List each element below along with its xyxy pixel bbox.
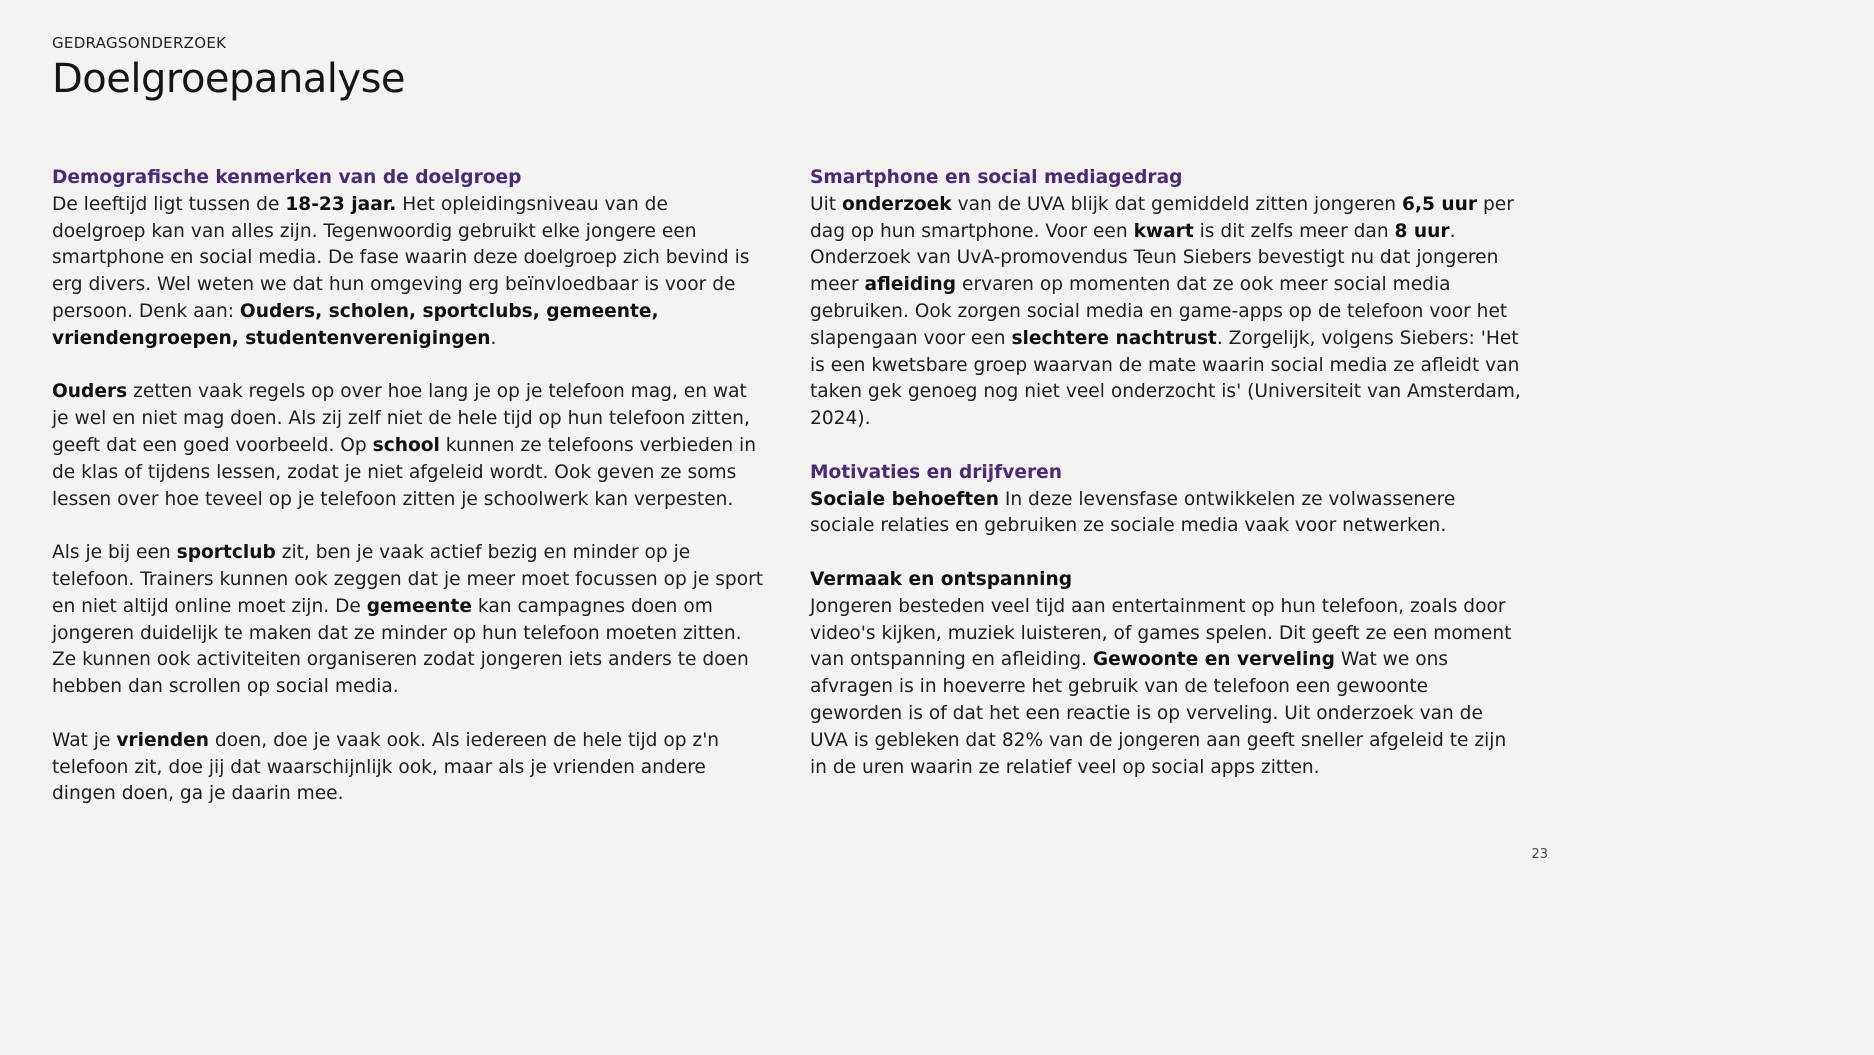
bold-emphasis: Ouders, scholen, sportclubs, gemeente, vriendengroepen, studentenverenigingen — [52, 300, 659, 349]
bold-emphasis: kwart — [1133, 220, 1194, 242]
paragraph-demografie: De leeftijd ligt tussen de 18-23 jaar. Het opleidingsniveau van de doelgroep kan van alles zijn. Tegenwoordig gebruikt elke jongere een smartphone en social media. De fase waarin deze doelgroep zich bevind is erg divers. Wel weten we dat hun omgeving erg beïnvloedbaar is voor de persoon. Denk aan: Ouders, scholen, sportclubs, gemeente, vriendengroepen, studentenverenigingen. — [52, 193, 750, 349]
spacer — [810, 433, 1522, 460]
section-heading-demografie: Demografische kenmerken van de doelgroep — [52, 167, 522, 188]
subheading-vermaak — [810, 567, 1522, 594]
paragraph-sociale-behoeften: Sociale behoeften In deze levensfase ontwikkelen ze volwassenere sociale relaties en gebruiken ze sociale media vaak voor netwerken. — [810, 488, 1456, 537]
spacer — [52, 513, 764, 540]
section-kicker: GEDRAGSONDERZOEK — [52, 34, 227, 52]
section-heading-motivaties: Motivaties en drijfveren — [810, 461, 1063, 483]
paragraph-smartphone-gedrag: Uit onderzoek van de UVA blijk dat gemiddeld zitten jongeren 6,5 uur per dag op hun smartphone. Voor een kwart is dit zelfs meer dan 8 uur. Onderzoek van UvA-promovendus Teun Siebers bevestigt nu dat jongeren meer afleiding ervaren op momenten dat ze ook meer social media gebruiken. Ook zorgen social media en game-apps op de telefoon voor het slapengaan voor een slechtere nachtrust. Zorgelijk, volgens Siebers: 'Het is een kwetsbare groep waarvan de mate waarin social media ze afleidt van taken gek genoeg nog niet veel onderzocht is' (Universiteit van Amsterdam, 2024). — [810, 193, 1521, 430]
bold-emphasis: Sociale behoeften — [810, 488, 999, 510]
subheading-vermaak-label: Vermaak en ontspanning — [810, 568, 1073, 590]
bold-emphasis: Ouders — [52, 381, 128, 403]
spacer — [52, 701, 764, 728]
bold-emphasis: sportclub — [176, 542, 276, 564]
paragraph-sportclub-gemeente: Als je bij een sportclub zit, ben je vaak actief bezig en minder op je telefoon. Trainers kunnen ook zeggen dat je meer moet focussen op je sport en niet altijd online moet zijn. De gemeente kan campagnes doen om jongeren duidelijk te maken dat ze minder op hun telefoon moeten zitten. Ze kunnen ook activiteiten organiseren zodat jongeren iets anders te doen hebben dan scrollen op social media. — [52, 542, 764, 698]
page-number: 23 — [1531, 847, 1548, 862]
section-heading-smartphone: Smartphone en social mediagedrag — [810, 167, 1183, 188]
bold-emphasis: vrienden — [116, 729, 209, 751]
left-column — [52, 165, 764, 808]
page-title: Doelgroepanalyse — [52, 56, 406, 102]
right-column — [810, 165, 1522, 781]
paragraph-vermaak-gewoonte: Jongeren besteden veel tijd aan entertainment op hun telefoon, zoals door video's kijken, muziek luisteren, of games spelen. Dit geeft ze een moment van ontspanning en afleiding. Gewoonte en verveling Wat we ons afvragen is in hoeverre het gebruik van de telefoon een gewoonte geworden is of dat het een reactie is op verveling. Uit onderzoek van de UVA is gebleken dat 82% van de jongeren aan geeft sneller afgeleid te zijn in de uren waarin ze relatief veel op social apps zitten. — [810, 595, 1512, 778]
bold-emphasis: slechtere nachtrust — [1011, 327, 1217, 349]
bold-emphasis: 18-23 jaar. — [285, 193, 397, 215]
bold-emphasis: 8 uur — [1394, 220, 1450, 242]
spacer — [810, 540, 1522, 567]
bold-emphasis: onderzoek — [841, 193, 952, 215]
bold-emphasis: afleiding — [864, 274, 957, 296]
bold-emphasis: 6,5 uur — [1402, 193, 1478, 215]
bold-emphasis: gemeente — [366, 595, 473, 617]
bold-emphasis: Gewoonte en verveling — [1092, 649, 1335, 671]
paragraph-vrienden: Wat je vrienden doen, doe je vaak ook. Als iedereen de hele tijd op z'n telefoon zit, doe jij dat waarschijnlijk ook, maar als je vrienden andere dingen doen, ga je daarin mee. — [52, 729, 720, 805]
spacer — [52, 353, 764, 380]
bold-emphasis: school — [372, 434, 440, 456]
paragraph-ouders-school: Ouders zetten vaak regels op over hoe lang je op je telefoon mag, en wat je wel en niet mag doen. Als zij zelf niet de hele tijd op hun telefoon zitten, geeft dat een goed voorbeeld. Op school kunnen ze telefoons verbieden in de klas of tijdens lessen, zodat je niet afgeleid wordt. Ook geven ze soms lessen over hoe teveel op je telefoon zitten je schoolwerk kan verpesten. — [52, 381, 756, 510]
